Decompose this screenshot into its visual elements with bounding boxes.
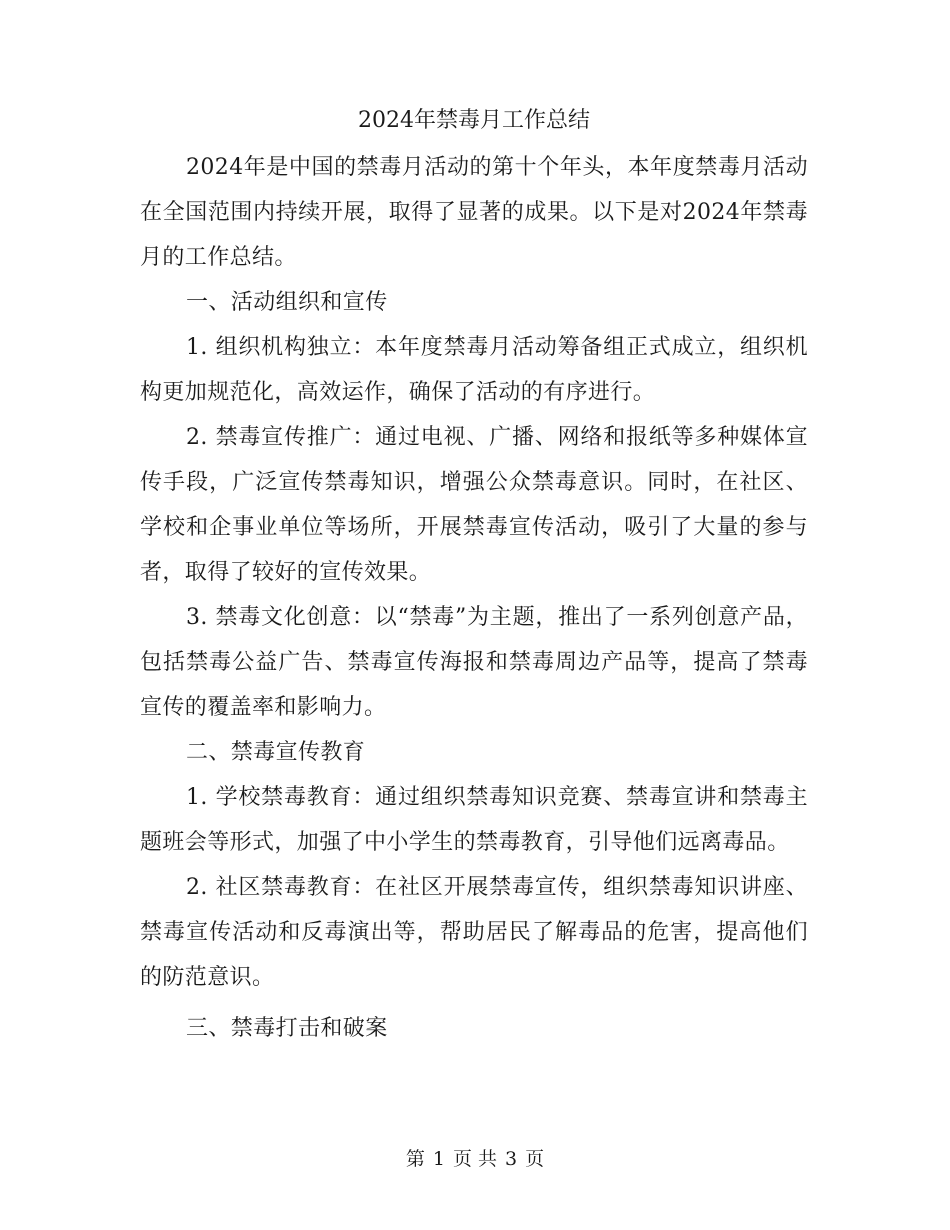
footer-suffix: 页 bbox=[525, 1148, 545, 1170]
section-2-item-2: 2. 社区禁毒教育：在社区开展禁毒宣传，组织禁毒知识讲座、禁毒宣传活动和反毒演出等，帮助居民了解毒品的危害，提高他们的防范意识。 bbox=[140, 875, 808, 990]
footer-mid: 页 共 bbox=[452, 1148, 498, 1170]
section-heading-3: 三、禁毒打击和破案 bbox=[186, 1016, 388, 1041]
section-1-item-2: 2. 禁毒宣传推广：通过电视、广播、网络和报纸等多种媒体宣传手段，广泛宣传禁毒知识，增强公众禁毒意识。同时，在社区、学校和企事业单位等场所，开展禁毒宣传活动，吸引了大量的参与者，取得了较好的宣传效果。 bbox=[140, 425, 808, 585]
section-1-item-1: 1. 组织机构独立：本年度禁毒月活动筹备组正式成立，组织机构更加规范化，高效运作，确保了活动的有序进行。 bbox=[140, 335, 808, 405]
document-body bbox=[140, 103, 808, 1051]
document-title: 2024年禁毒月工作总结 bbox=[358, 108, 590, 133]
section-1-item-3: 3. 禁毒文化创意：以“禁毒”为主题，推出了一系列创意产品，包括禁毒公益广告、禁毒宣传海报和禁毒周边产品等，提高了禁毒宣传的覆盖率和影响力。 bbox=[140, 605, 808, 720]
footer-total-pages: 3 bbox=[505, 1148, 518, 1170]
intro-paragraph: 2024年是中国的禁毒月活动的第十个年头，本年度禁毒月活动在全国范围内持续开展，取得了显著的成果。以下是对2024年禁毒月的工作总结。 bbox=[140, 155, 808, 270]
page-footer bbox=[0, 1145, 950, 1173]
footer-prefix: 第 bbox=[405, 1148, 425, 1170]
section-2-item-1: 1. 学校禁毒教育：通过组织禁毒知识竞赛、禁毒宣讲和禁毒主题班会等形式，加强了中小学生的禁毒教育，引导他们远离毒品。 bbox=[140, 785, 808, 855]
footer-page-number: 1 bbox=[432, 1148, 445, 1170]
section-heading-1: 一、活动组织和宣传 bbox=[186, 290, 388, 315]
section-heading-2: 二、禁毒宣传教育 bbox=[186, 740, 366, 765]
